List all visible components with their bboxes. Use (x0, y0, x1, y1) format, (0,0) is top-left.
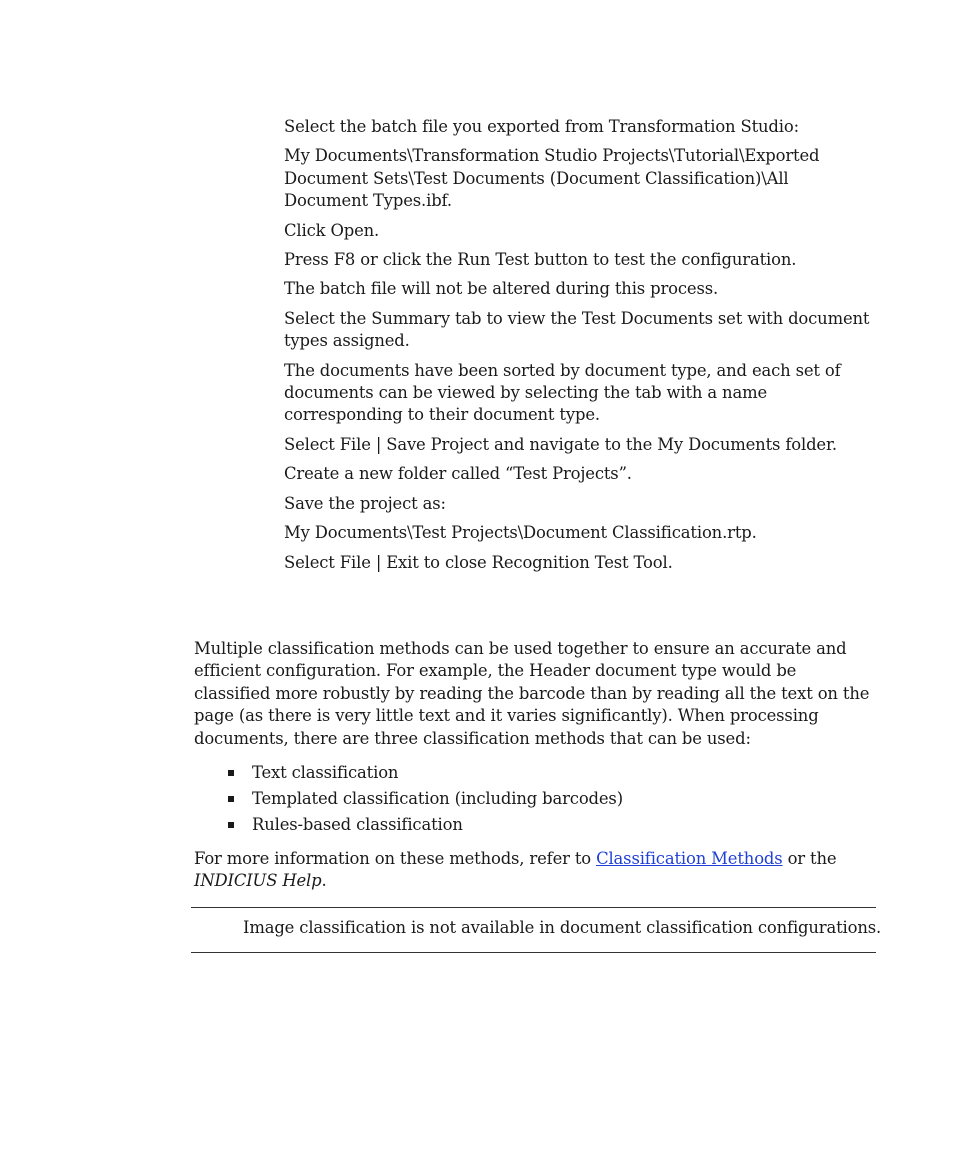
step-save-as: Save the project as: (284, 493, 446, 513)
note-box (191, 907, 882, 953)
step-summary-tab: Select the Summary tab to view the Test Documents set with document types assigned. (284, 308, 870, 351)
more-info-prefix: For more information on these methods, refer to (194, 849, 597, 869)
intro-paragraph: Multiple classification methods can be used together to ensure an accurate and efficient configuration. For example, the Header document type would be classified more robustly by reading the barcode than by reading all the text on the page (as there is very little text and it varies significantly). When processing documents, there are three classification methods that can be used: (194, 639, 870, 748)
method-label: Templated classification (including barcodes) (252, 789, 623, 809)
more-info-paragraph (194, 848, 876, 893)
step-create-folder: Create a new folder called “Test Projects”. (284, 464, 632, 484)
list-item (194, 812, 876, 838)
list-item (194, 786, 876, 812)
step-batch-note: The batch file will not be altered during this process. (284, 279, 719, 299)
step-run-test: Press F8 or click the Run Test button to test the configuration. (284, 250, 797, 270)
step-select-batch: Select the batch file you exported from Transformation Studio: (284, 117, 799, 136)
bullet-icon (228, 822, 234, 828)
procedure-steps (284, 116, 876, 581)
methods-list (194, 760, 876, 838)
bullet-icon (228, 796, 234, 802)
note-text: Image classification is not available in document classification configurations. (243, 918, 882, 937)
step-exit: Select File | Exit to close Recognition Test Tool. (284, 552, 673, 572)
method-label: Rules-based classification (252, 815, 463, 835)
more-info-middle: or the (782, 849, 837, 869)
step-save-project: Select File | Save Project and navigate to the My Documents folder. (284, 434, 837, 454)
help-reference: INDICIUS Help (194, 871, 322, 891)
more-info-suffix: . (321, 871, 327, 891)
step-batch-path: My Documents\Transformation Studio Projects\Tutorial\Exported Document Sets\Test Documents (Document Classification)\All Document Types.ibf. (284, 146, 820, 211)
bullet-icon (228, 770, 234, 776)
method-label: Text classification (252, 763, 399, 783)
classification-section (194, 638, 876, 893)
step-project-path: My Documents\Test Projects\Document Classification.rtp. (284, 523, 757, 543)
step-sorted-note: The documents have been sorted by document type, and each set of documents can be viewed by selecting the tab with a name corresponding to their document type. (284, 360, 841, 425)
list-item (194, 760, 876, 786)
classification-methods-link[interactable]: Classification Methods (596, 849, 783, 869)
step-click-open: Click Open. (284, 220, 380, 240)
